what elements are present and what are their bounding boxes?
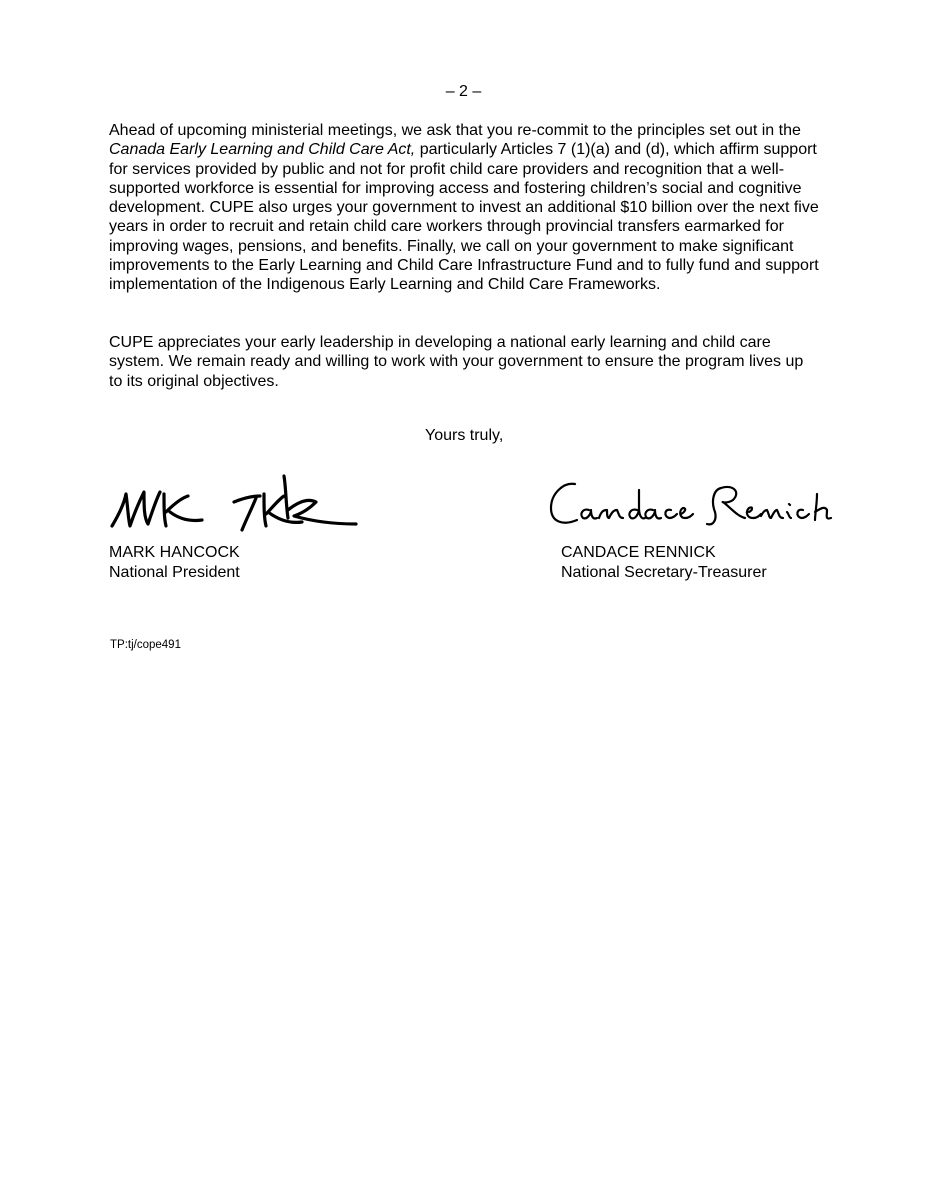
paragraph-1-text-start: Ahead of upcoming ministerial meetings, we ask that you re-commit to the principles set out in the	[109, 122, 801, 139]
signatory-name: CANDACE RENNICK	[561, 544, 716, 561]
signatory-mark-hancock	[109, 543, 240, 582]
body-paragraph-1	[109, 121, 821, 295]
signatory-title: National Secretary-Treasurer	[561, 563, 767, 581]
page-number: – 2 –	[445, 83, 482, 100]
signature-mark-hancock-icon	[108, 468, 360, 538]
signatory-title: National President	[109, 563, 240, 581]
signature-candace-rennick-icon	[545, 472, 835, 532]
act-title: Canada Early Learning and Child Care Act,	[109, 141, 416, 159]
reference-code: TP:tj/cope491	[110, 639, 181, 651]
signatory-name: MARK HANCOCK	[109, 544, 240, 561]
paragraph-1-text-end: particularly Articles 7 (1)(a) and (d), which affirm support for services provided by public and not for profit child care providers and recognition that a well-supported workforce is essential for improving access and fostering children’s social and cognitive development. CUPE also urges your government to invest an additional $10 billion over the next five years in order to recruit and retain child care workers through provincial transfers earmarked for improving wages, pensions, and benefits. Finally, we call on your government to make significant improvements to the Early Learning and Child Care Infrastructure Fund and to fully fund and support implementation of the Indigenous Early Learning and Child Care Frameworks.	[109, 141, 819, 294]
signatory-candace-rennick	[561, 543, 767, 582]
closing-salutation: Yours truly,	[425, 427, 504, 444]
body-paragraph-2: CUPE appreciates your early leadership in developing a national early learning and child care system. We remain ready and willing to work with your government to ensure the program lives up to its original objectives.	[109, 334, 804, 390]
